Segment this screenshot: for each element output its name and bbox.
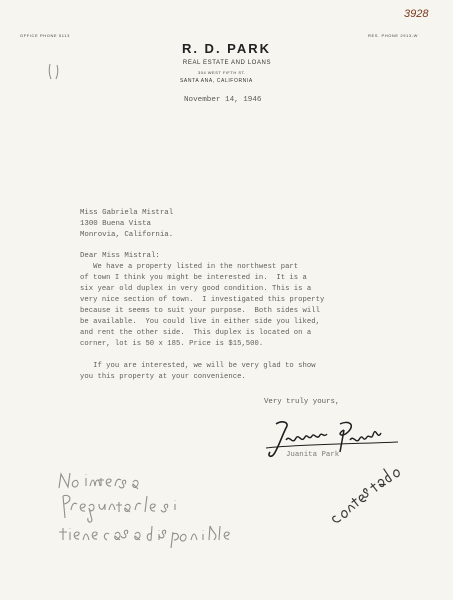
body-line: We have a property listed in the northwest part [80,263,299,271]
body-line: because it seems to suit your purpose. Both sides will [80,307,320,315]
closing: Very truly yours, [264,398,340,406]
letterhead-name: R. D. PARK [181,41,272,56]
body-line: six year old duplex in very good condition. This is a [80,285,312,293]
pencil-mark-icon [47,62,61,82]
recipient-street: 1300 Buena Vista [80,220,151,228]
residence-phone: RES. PHONE 2913-W [368,33,418,38]
body-line: corner, lot is 50 x 185. Price is $15,500. [80,340,264,348]
letterhead-business: REAL ESTATE AND LOANS [182,60,272,66]
handwritten-note-right [318,456,408,526]
office-phone: OFFICE PHONE 5113 [20,33,70,38]
body-line: very nice section of town. I investigated this property [80,296,325,304]
body-line: be available. You could live in either side you liked, [80,318,320,326]
recipient-city: Monrovia, California. [80,231,174,239]
recipient-name: Miss Gabriela Mistral [80,209,174,217]
body-line: If you are interested, we will be very glad to show [80,362,316,370]
typed-signer-name: Juanita Park [286,451,340,459]
body-line: you this property at your convenience. [80,373,246,381]
letter-date: November 14, 1946 [184,96,262,104]
letterhead-street: 304 WEST FIFTH ST. [198,70,246,75]
letterhead-city: SANTA ANA, CALIFORNIA [180,78,253,84]
body-line: of town I think you might be interested in. It is a [80,274,307,282]
body-line: and rent the other side. This duplex is located on a [80,329,312,337]
salutation: Dear Miss Mistral: [80,252,160,260]
reference-number: 3928 [404,8,429,20]
handwritten-note-left [55,470,230,550]
